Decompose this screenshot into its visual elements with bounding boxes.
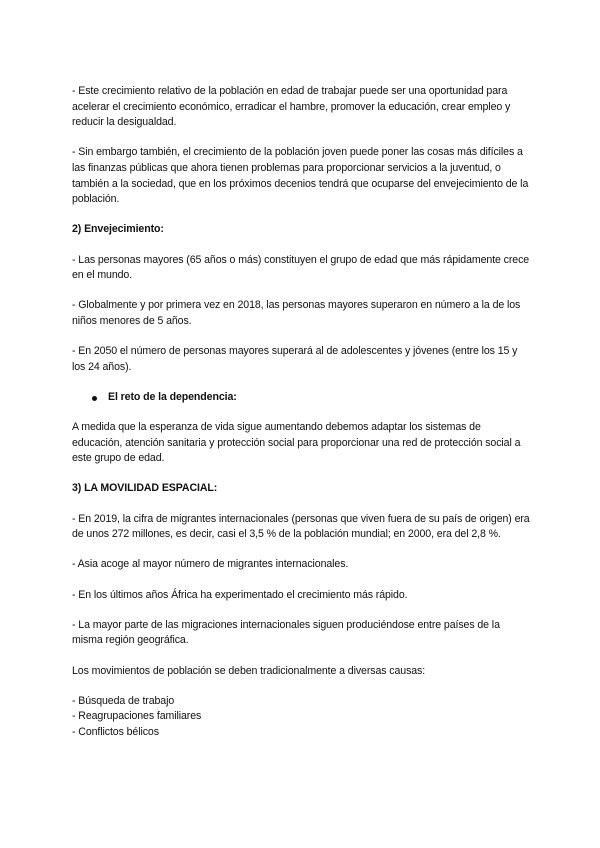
paragraph-causes-intro: Los movimientos de población se deben tradicionalmente a diversas causas: xyxy=(72,664,426,677)
paragraph-same-region: - La mayor parte de las migraciones internacionales siguen produciéndose entre países de la misma región geográfica. xyxy=(72,618,500,647)
bullet-dot-icon xyxy=(92,396,97,401)
document-page xyxy=(72,84,532,741)
paragraph-aging-2050: - En 2050 el número de personas mayores superará al de adolescentes y jóvenes (entre los 15 y los 24 años). xyxy=(72,345,518,373)
paragraph-aging-fastest-group: - Las personas mayores (65 años o más) constituyen el grupo de edad que más rápidamente crece en el mundo. xyxy=(72,253,530,282)
list-item: - Conflictos bélicos xyxy=(72,725,159,738)
paragraph-dependency: A medida que la esperanza de vida sigue aumentando debemos adaptar los sistemas de educación, atención sanitaria y protección social para proporcionar una red de protección social a este grupo de edad. xyxy=(72,421,521,465)
bullet-dependency-label: El reto de la dependencia: xyxy=(108,390,237,403)
paragraph-youth-opportunity: - Este crecimiento relativo de la población en edad de trabajar puede ser una oportunidad para acelerar el crecimiento económico, erradicar el hambre, promover la educación, crear empleo y reducir la desigualdad. xyxy=(72,85,511,129)
section-heading-mobility: 3) LA MOVILIDAD ESPACIAL: xyxy=(72,482,218,495)
paragraph-aging-2018: - Globalmente y por primera vez en 2018, las personas mayores superaron en número a la de los niños menores de 5 años. xyxy=(72,299,521,327)
list-item: - Búsqueda de trabajo xyxy=(72,694,175,707)
paragraph-migrants-2019: - En 2019, la cifra de migrantes internacionales (personas que viven fuera de su país de origen) era de unos 272 millones, es decir, casi el 3,5 % de la población mundial; en 2000, era del 2,8 %. xyxy=(72,512,530,541)
section-heading-aging: 2) Envejecimiento: xyxy=(72,223,164,236)
paragraph-africa: - En los últimos años África ha experimentado el crecimiento más rápido. xyxy=(72,588,408,601)
bullet-dependency xyxy=(72,390,532,406)
list-item: - Reagrupaciones familiares xyxy=(72,710,202,723)
causes-list xyxy=(72,694,532,741)
paragraph-youth-challenges: - Sin embargo también, el crecimiento de la población joven puede poner las cosas más difíciles a las finanzas públicas que ahora tienen problemas para proporcionar servicios a la juventud, o también a la sociedad, que en los próximos decenios tendrá que ocuparse del envejecimiento de la población. xyxy=(72,146,529,206)
paragraph-asia: - Asia acoge al mayor número de migrantes internacionales. xyxy=(72,558,349,571)
